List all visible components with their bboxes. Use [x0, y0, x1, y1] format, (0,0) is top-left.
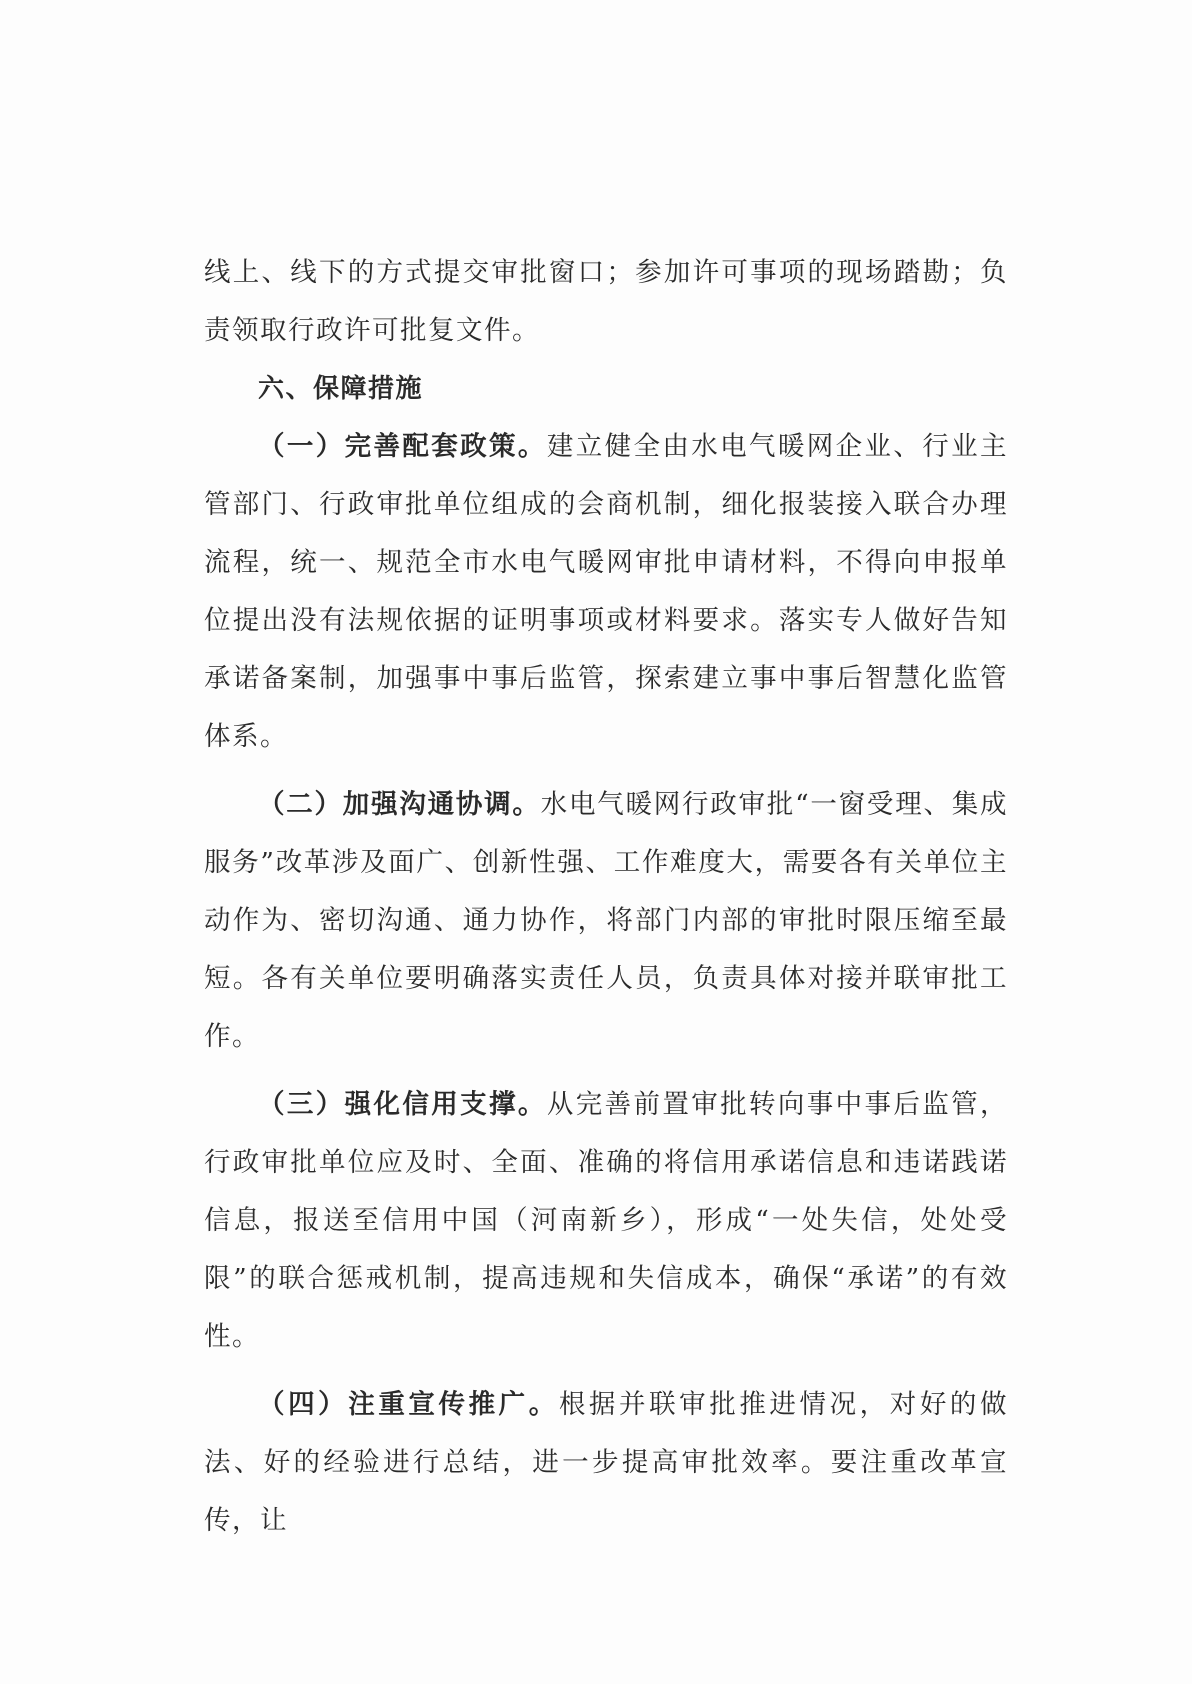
section-heading: 六、保障措施 [258, 374, 424, 404]
measure-paragraph-3 [204, 1076, 1008, 1366]
measure-body-3: 从完善前置审批转向事中事后监管，行政审批单位应及时、全面、准确的将信用承诺信息和违诺践诺信息，报送至信用中国（河南新乡），形成“一处失信，处处受限”的联合惩戒机制，提高违规和失信成本，确保“承诺”的有效性。 [204, 1089, 1009, 1352]
measure-body-4: 根据并联审批推进情况，对好的做法、好的经验进行总结，进一步提高审批效率。要注重改革宣传，让 [204, 1389, 1009, 1536]
measure-title-2: （二）加强沟通协调。 [258, 789, 541, 820]
measure-body-1: 建立健全由水电气暖网企业、行业主管部门、行政审批单位组成的会商机制，细化报装接入联合办理流程，统一、规范全市水电气暖网审批申请材料，不得向申报单位提出没有法规依据的证明事项或材料要求。落实专人做好告知承诺备案制，加强事中事后监管，探索建立事中事后智慧化监管体系。 [204, 431, 1009, 752]
continuation-paragraph: 线上、线下的方式提交审批窗口；参加许可事项的现场踏勘；负责领取行政许可批复文件。 [204, 257, 1008, 346]
measure-title-3: （三）强化信用支撑。 [258, 1089, 547, 1120]
measure-body-2: 水电气暖网行政审批“一窗受理、集成服务”改革涉及面广、创新性强、工作难度大，需要各有关单位主动作为、密切沟通、通力协作，将部门内部的审批时限压缩至最短。各有关单位要明确落实责任人员，负责具体对接并联审批工作。 [204, 789, 1008, 1052]
measure-paragraph-4 [204, 1376, 1008, 1550]
measure-title-1: （一）完善配套政策。 [258, 431, 547, 462]
document-body [204, 244, 1008, 1550]
measure-paragraph-2 [204, 776, 1008, 1066]
measure-paragraph-1 [204, 418, 1008, 766]
measure-title-4: （四）注重宣传推广。 [258, 1389, 559, 1420]
